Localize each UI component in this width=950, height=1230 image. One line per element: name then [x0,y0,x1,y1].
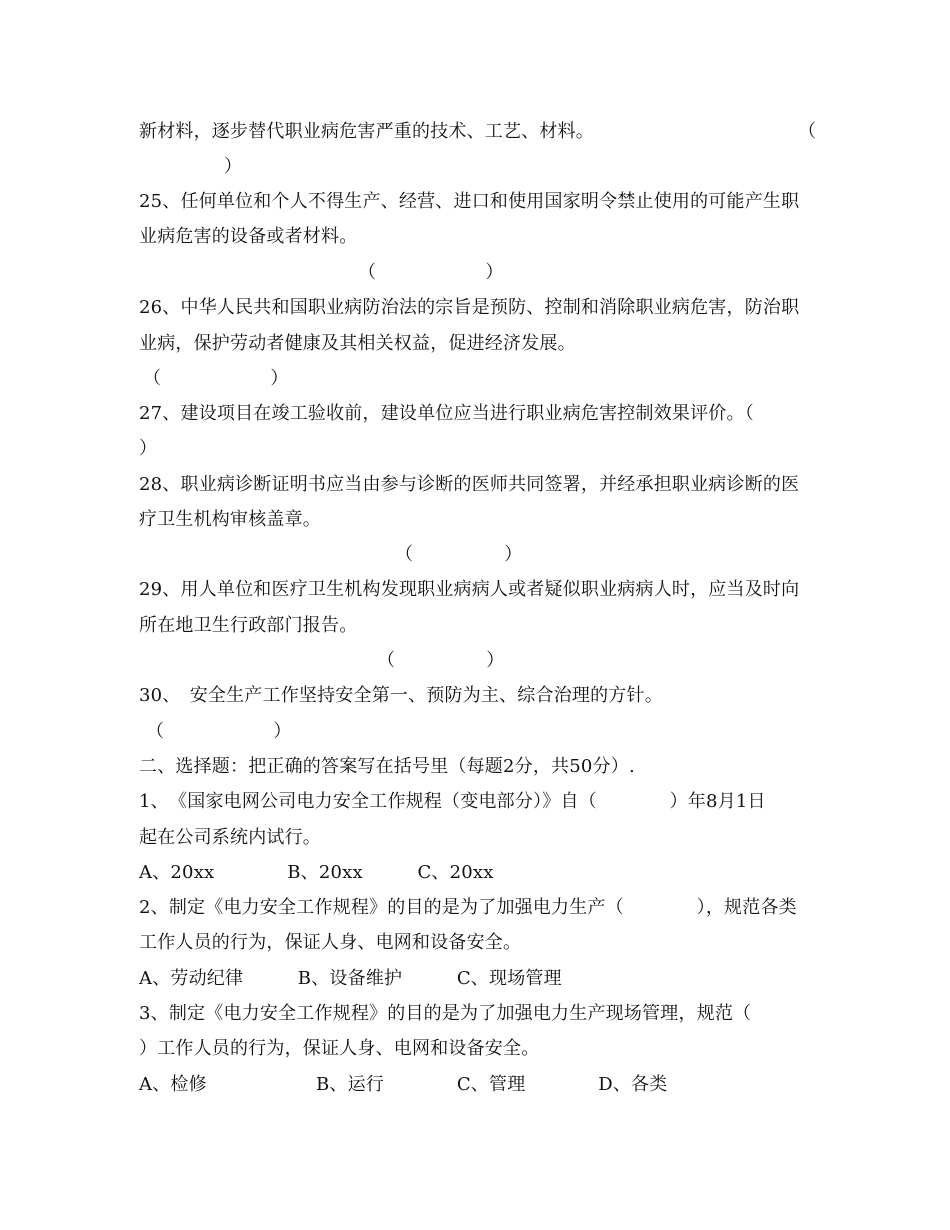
choice2-text-line1: 2、制定《电力安全工作规程》的目的是为了加强电力生产（ ），规范各类 [139,897,797,918]
q30-text-line1: 30、 安全生产工作坚持安全第一、预防为主、综合治理的方针。 [139,685,663,706]
section2-header: 二、选择题：把正确的答案写在括号里（每题2分，共50分）. [139,756,635,777]
q26-answer-blank: （ ） [143,368,289,389]
choice2-options: A、劳动纪律 B、设备维护 C、现场管理 [139,968,562,989]
choice1-options: A、20xx B、20xx C、20xx [139,862,494,883]
q30-answer-blank: （ ） [146,721,292,742]
q29-text-line2: 所在地卫生行政部门报告。 [139,615,358,636]
q25-text-line2: 业病危害的设备或者材料。 [139,226,358,247]
choice1-text-line1: 1、 《国家电网公司电力安全工作规程（变电部分）》自（ ）年8月1日 [139,791,766,812]
choice1-text-line2: 起在公司系统内试行。 [139,827,321,848]
q29-text-line1: 29、用人单位和医疗卫生机构发现职业病病人或者疑似职业病病人时，应当及时向 [139,579,800,600]
q29-answer-blank: （ ） [377,650,505,671]
choice3-text-line2: ）工作人员的行为，保证人身、电网和设备安全。 [139,1038,540,1059]
choice2-text-line2: 工作人员的行为，保证人身、电网和设备安全。 [139,932,522,953]
choice3-options: A、检修 B、运行 C、管理 D、各类 [139,1074,668,1095]
q28-answer-blank: （ ） [395,544,523,565]
q28-text-line2: 疗卫生机构审核盖章。 [139,509,321,530]
q24-answer-paren-close: ） [224,156,243,177]
q25-text-line1: 25、任何单位和个人不得生产、经营、进口和使用国家明令禁止使用的可能产生职 [139,191,800,212]
q25-answer-blank: （ ） [358,262,504,283]
q27-text-line1: 27、建设项目在竣工验收前，建设单位应当进行职业病危害控制效果评价。（ [139,403,754,424]
q26-text-line1: 26、中华人民共和国职业病防治法的宗旨是预防、控制和消除职业病危害，防治职 [139,297,800,318]
q24-continuation: 新材料，逐步替代职业病危害严重的技术、工艺、材料。 [139,121,594,142]
q24-answer-paren-open: （ [798,121,817,142]
q27-text-line2: ） [139,438,158,459]
choice3-text-line1: 3、制定《电力安全工作规程》的目的是为了加强电力生产现场管理，规范（ [139,1003,752,1024]
q28-text-line1: 28、职业病诊断证明书应当由参与诊断的医师共同签署，并经承担职业病诊断的医 [139,474,800,495]
q26-text-line2: 业病，保护劳动者健康及其相关权益，促进经济发展。 [139,333,576,354]
